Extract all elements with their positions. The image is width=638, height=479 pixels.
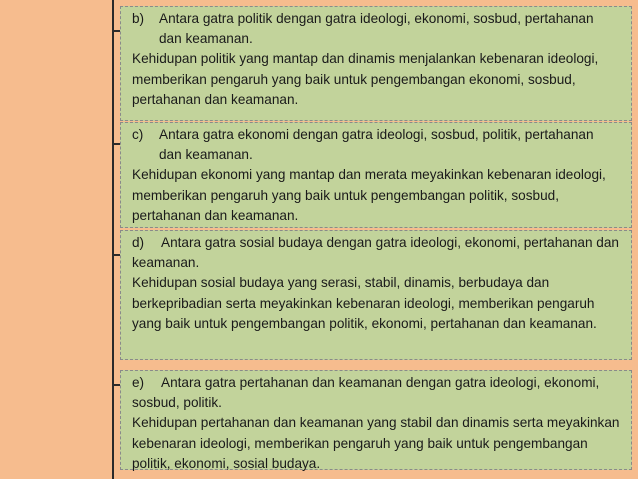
section-d-heading [132, 233, 625, 273]
vertical-divider-line [112, 0, 114, 479]
section-heading-text: Antara gatra sosial budaya dengan gatra ideologi, ekonomi, pertahanan dan keamanan. [132, 235, 619, 271]
section-heading-continuation: dan keamanan. [159, 147, 253, 163]
section-e-box [120, 370, 632, 470]
section-body: Kehidupan sosial budaya yang serasi, stabil, dinamis, berbudaya dan berkepribadian serta meyakinkan kebenaran ideologi, memberikan pengaruh yang baik untuk pengembangan politik, ekonomi, pertahanan dan keamanan. [132, 275, 597, 331]
section-letter: b) [132, 11, 145, 26]
section-c-box [120, 122, 632, 228]
section-body: Kehidupan politik yang mantap dan dinamis menjalankan kebenaran ideologi, memberikan pengaruh yang baik untuk pengembangan ekonomi, sosbud, pertahanan dan keamanan. [132, 51, 599, 107]
section-b-box [120, 6, 632, 121]
section-letter: e) [132, 375, 145, 390]
section-d-box [120, 230, 632, 360]
section-e-heading [132, 373, 625, 413]
section-letter: d) [132, 235, 145, 250]
section-heading-text: Antara gatra politik dengan gatra ideologi, ekonomi, sosbud, pertahanan [159, 11, 594, 26]
section-heading-text: Antara gatra ekonomi dengan gatra ideologi, sosbud, politik, pertahanan [159, 127, 594, 142]
section-letter: c) [132, 127, 144, 142]
section-heading-continuation: dan keamanan. [159, 31, 253, 47]
section-body: Kehidupan ekonomi yang mantap dan merata meyakinkan kebenaran ideologi, memberikan pengaruh yang baik untuk pengembangan politik, sosbud, pertahanan dan keamanan. [132, 167, 606, 223]
section-body: Kehidupan pertahanan dan keamanan yang stabil dan dinamis serta meyakinkan kebenaran ideologi, memberikan pengaruh yang baik untuk pengembangan politik, ekonomi, sosial budaya. [132, 415, 620, 471]
section-b-heading [132, 9, 625, 29]
section-c-heading [132, 125, 625, 145]
section-heading-text: Antara gatra pertahanan dan keamanan dengan gatra ideologi, ekonomi, sosbud, politik. [132, 375, 600, 411]
